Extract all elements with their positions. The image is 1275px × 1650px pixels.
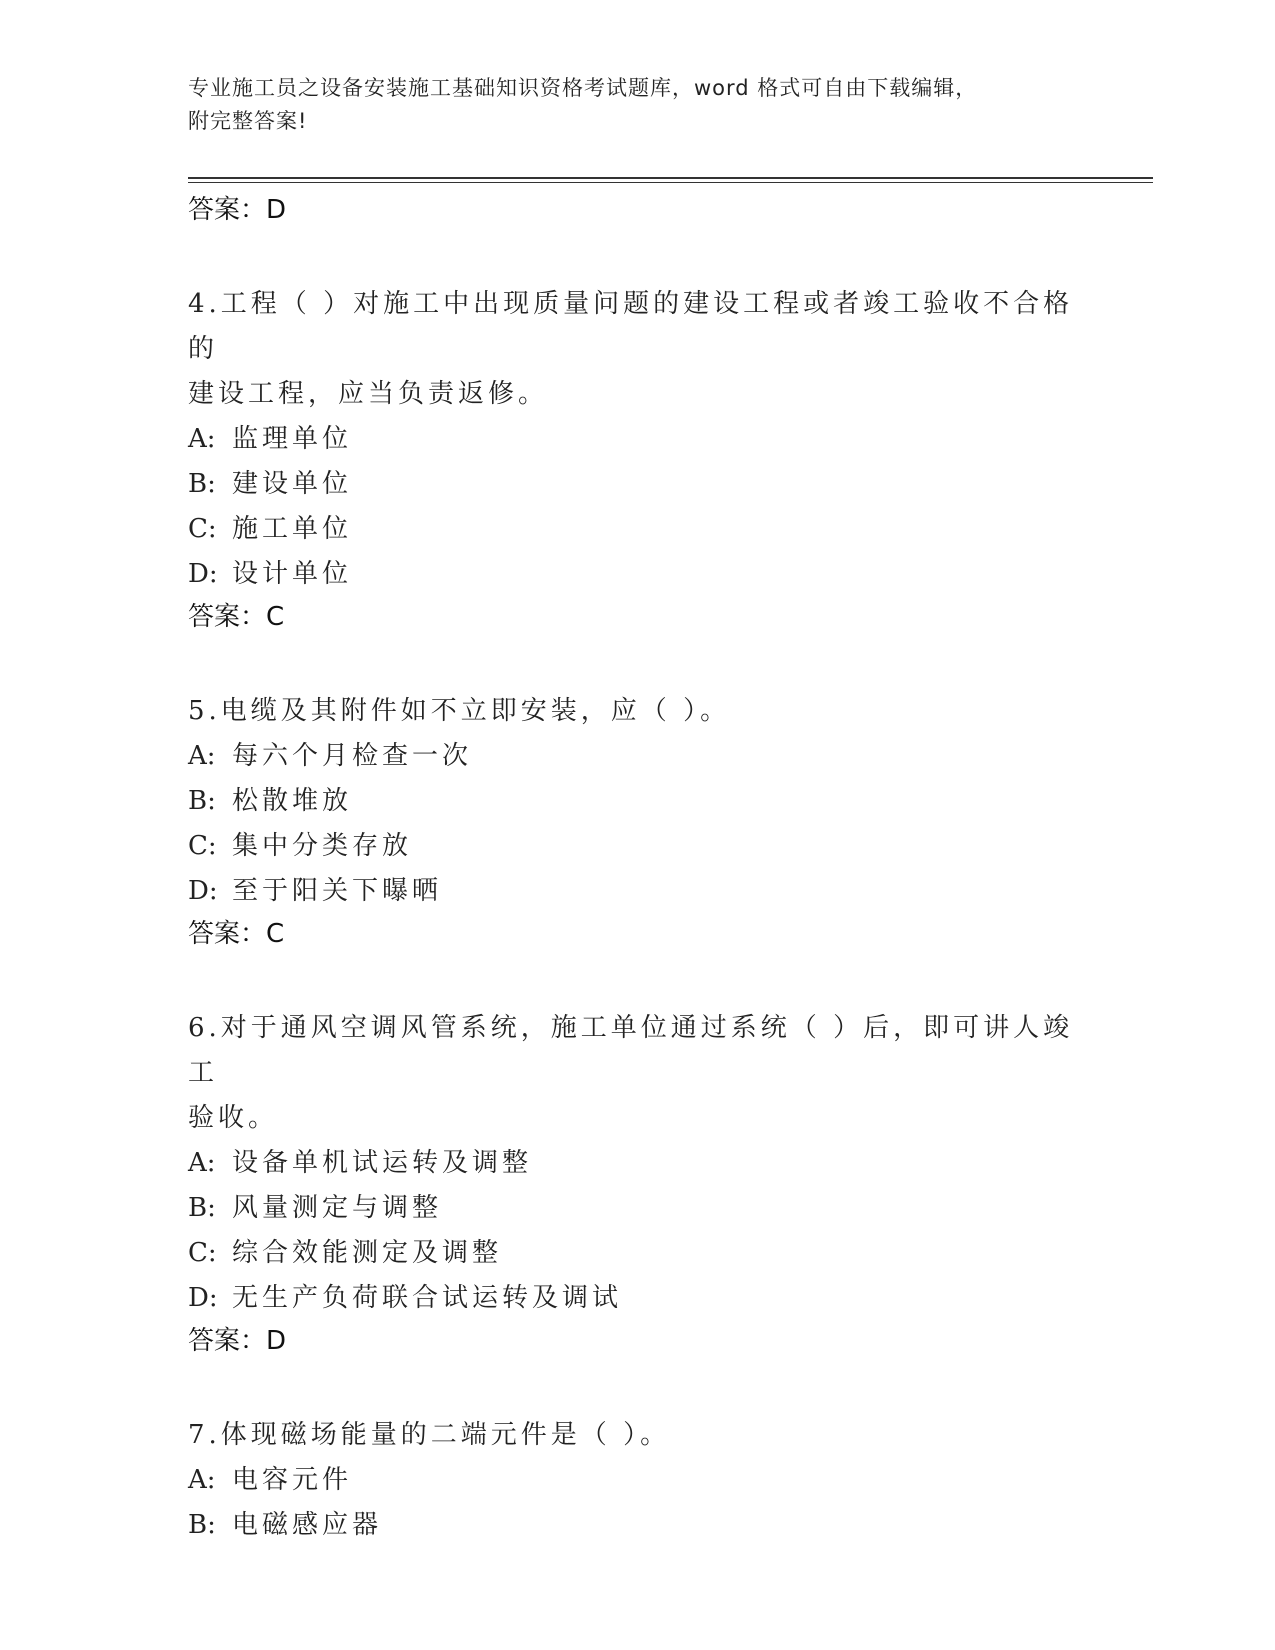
option-key: C: [188,1238,217,1268]
spacer [188,954,1088,1006]
answer-line: 答案：C [188,602,285,632]
option-key: A: [188,1148,216,1178]
option-key: C: [188,831,217,861]
document-header [188,72,1068,138]
option-text: 设备单机试运转及调整 [232,1148,533,1178]
question-stem-line: 4.工程（ ）对施工中出现质量问题的建设工程或者竣工验收不合格的 [188,289,1074,364]
option-a [188,417,1088,462]
option-key: D: [188,876,218,906]
answer-line: 答案：D [188,195,287,225]
option-text: 无生产负荷联合试运转及调试 [232,1283,623,1313]
option-text: 监理单位 [232,424,353,454]
question-item [188,1006,1088,1361]
spacer [188,230,1088,282]
question-stem-line: 6.对于通风空调风管系统，施工单位通过系统（ ）后，即可讲人竣工 [188,1013,1074,1088]
option-key: A: [188,741,216,771]
spacer [188,637,1088,689]
option-key: B: [188,469,216,499]
option-key: B: [188,1193,216,1223]
question-item [188,1413,1088,1548]
question-list [188,190,1088,1548]
option-key: C: [188,514,217,544]
option-c [188,1231,1088,1276]
option-key: D: [188,559,218,589]
spacer [188,1361,1088,1413]
option-key: D: [188,1283,218,1313]
option-text: 至于阳关下曝晒 [232,876,443,906]
option-c [188,824,1088,869]
option-text: 集中分类存放 [232,831,413,861]
option-d [188,1276,1088,1321]
question-stem-line: 验收。 [188,1103,279,1133]
option-text: 建设单位 [232,469,353,499]
option-key: B: [188,1510,216,1540]
option-text: 设计单位 [232,559,353,589]
header-divider [188,177,1153,179]
option-text: 综合效能测定及调整 [232,1238,503,1268]
option-a [188,1458,1088,1503]
option-key: B: [188,786,216,816]
option-text: 每六个月检查一次 [232,741,473,771]
option-d [188,869,1088,914]
question-item [188,282,1088,637]
option-text: 风量测定与调整 [232,1193,443,1223]
option-text: 电磁感应器 [232,1510,383,1540]
option-b [188,779,1088,824]
answer-line: 答案：D [188,1326,287,1356]
question-stem-line: 建设工程，应当负责返修。 [188,379,549,409]
option-b [188,1503,1088,1548]
answer-line: 答案：C [188,919,285,949]
question-stem-line: 7.体现磁场能量的二端元件是（ ）。 [188,1420,671,1450]
option-d [188,552,1088,597]
option-a [188,1141,1088,1186]
option-key: A: [188,1465,216,1495]
header-divider-thin [188,182,1153,183]
option-text: 施工单位 [232,514,353,544]
header-line-1: 专业施工员之设备安装施工基础知识资格考试题库，word 格式可自由下载编辑， [188,76,978,100]
option-a [188,734,1088,779]
option-text: 电容元件 [232,1465,353,1495]
option-key: A: [188,424,216,454]
question-stem-line: 5.电缆及其附件如不立即安装，应（ ）。 [188,696,731,726]
question-item [188,689,1088,954]
option-c [188,507,1088,552]
option-b [188,462,1088,507]
option-text: 松散堆放 [232,786,353,816]
option-b [188,1186,1088,1231]
header-line-2: 附完整答案! [188,109,308,133]
